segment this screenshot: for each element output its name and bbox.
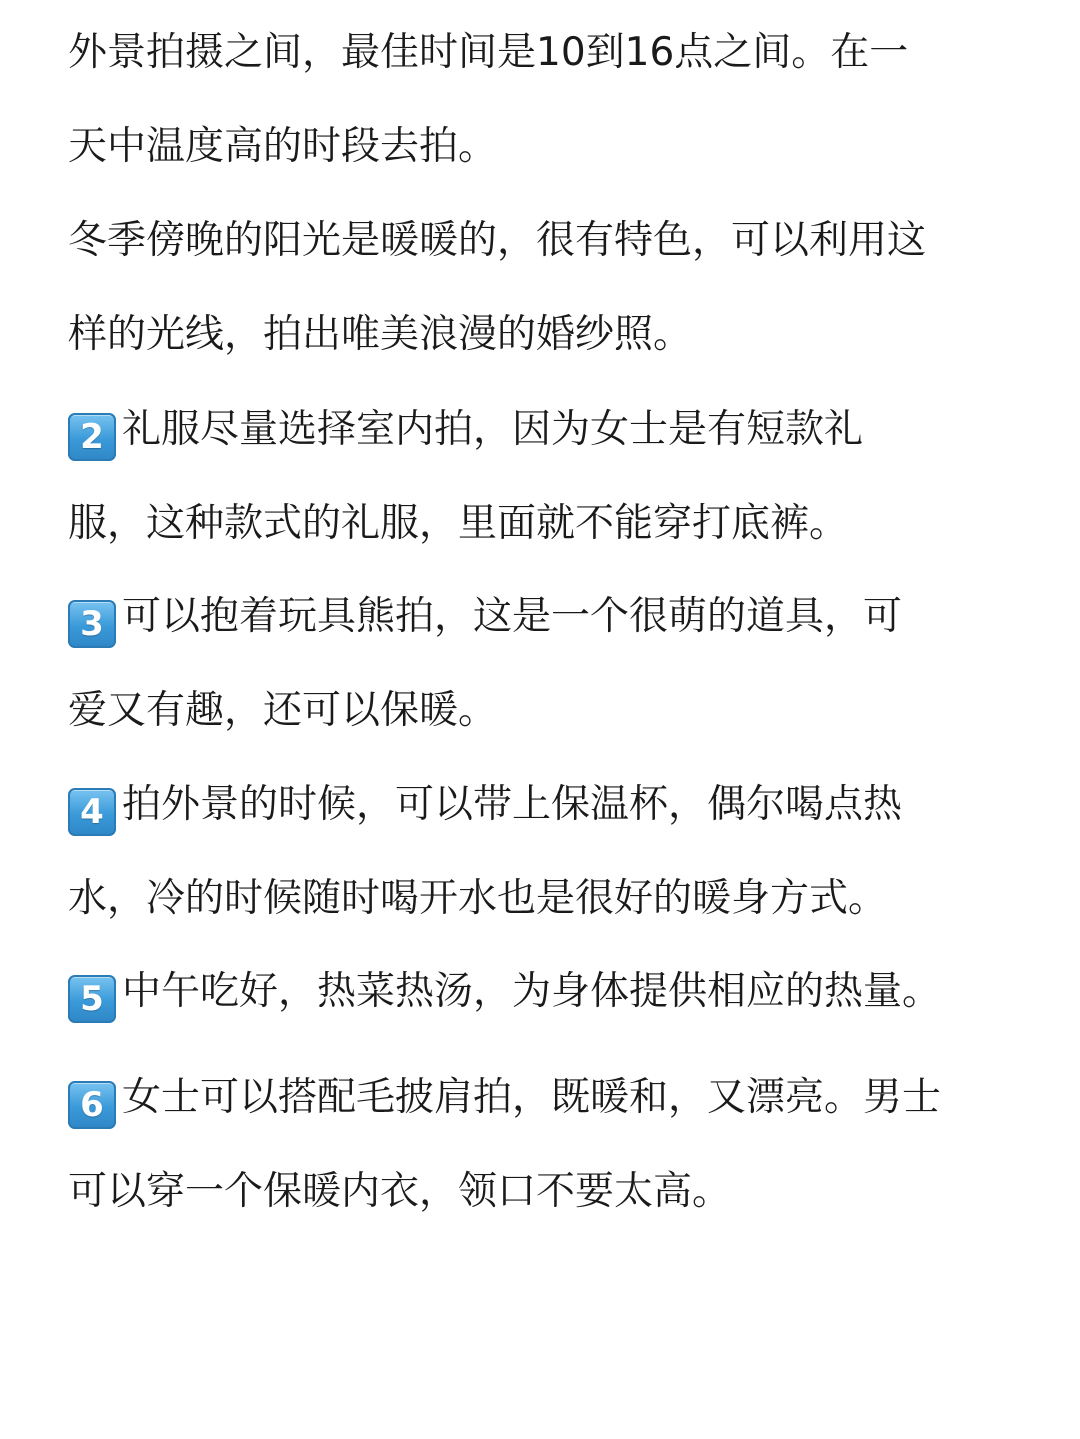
text-line: 爱又有趣，还可以保暖。: [68, 688, 498, 733]
paragraph-shooting-time: [68, 6, 1028, 194]
text-line: 冬季傍晚的阳光是暖暖的，很有特色，可以利用这: [68, 218, 927, 263]
text-line: 水，冷的时候随时喝开水也是很好的暖身方式。: [68, 876, 888, 921]
keycap-number-icon: 5: [68, 975, 116, 1023]
text-line: 样的光线，拍出唯美浪漫的婚纱照。: [68, 312, 693, 357]
text-line-with-number: [68, 383, 1028, 477]
paragraph-tip-3: [68, 570, 1028, 758]
keycap-number-icon: 3: [68, 600, 116, 648]
text-line: 服，这种款式的礼服，里面就不能穿打底裤。: [68, 501, 849, 546]
text-line-with-number: [68, 570, 1028, 664]
paragraph-evening-light: [68, 194, 1028, 382]
text-line: 可以抱着玩具熊拍，这是一个很萌的道具，可: [122, 594, 903, 639]
text-line: 拍外景的时候，可以带上保温杯，偶尔喝点热: [122, 782, 903, 827]
keycap-number-icon: 6: [68, 1081, 116, 1129]
text-line: 外景拍摄之间，最佳时间是10到16点之间。在一: [68, 30, 909, 75]
keycap-number-icon: 2: [68, 413, 116, 461]
text-line-with-number: [68, 758, 1028, 852]
text-line: 女士可以搭配毛披肩拍，既暖和，又漂亮。男士: [122, 1075, 942, 1120]
paragraph-tip-5: [68, 945, 1028, 1039]
text-line: 礼服尽量选择室内拍，因为女士是有短款礼: [122, 407, 864, 452]
text-line: 天中温度高的时段去拍。: [68, 124, 498, 169]
text-line-with-number: [68, 945, 1028, 1039]
paragraph-tip-6: [68, 1051, 1028, 1239]
text-line-with-number: [68, 1051, 1028, 1145]
paragraph-tip-4: [68, 758, 1028, 946]
keycap-number-icon: 4: [68, 788, 116, 836]
text-line: 中午吃好，热菜热汤，为身体提供相应的热量。: [122, 969, 942, 1014]
paragraph-tip-2: [68, 383, 1028, 571]
text-line: 可以穿一个保暖内衣，领口不要太高。: [68, 1169, 732, 1214]
